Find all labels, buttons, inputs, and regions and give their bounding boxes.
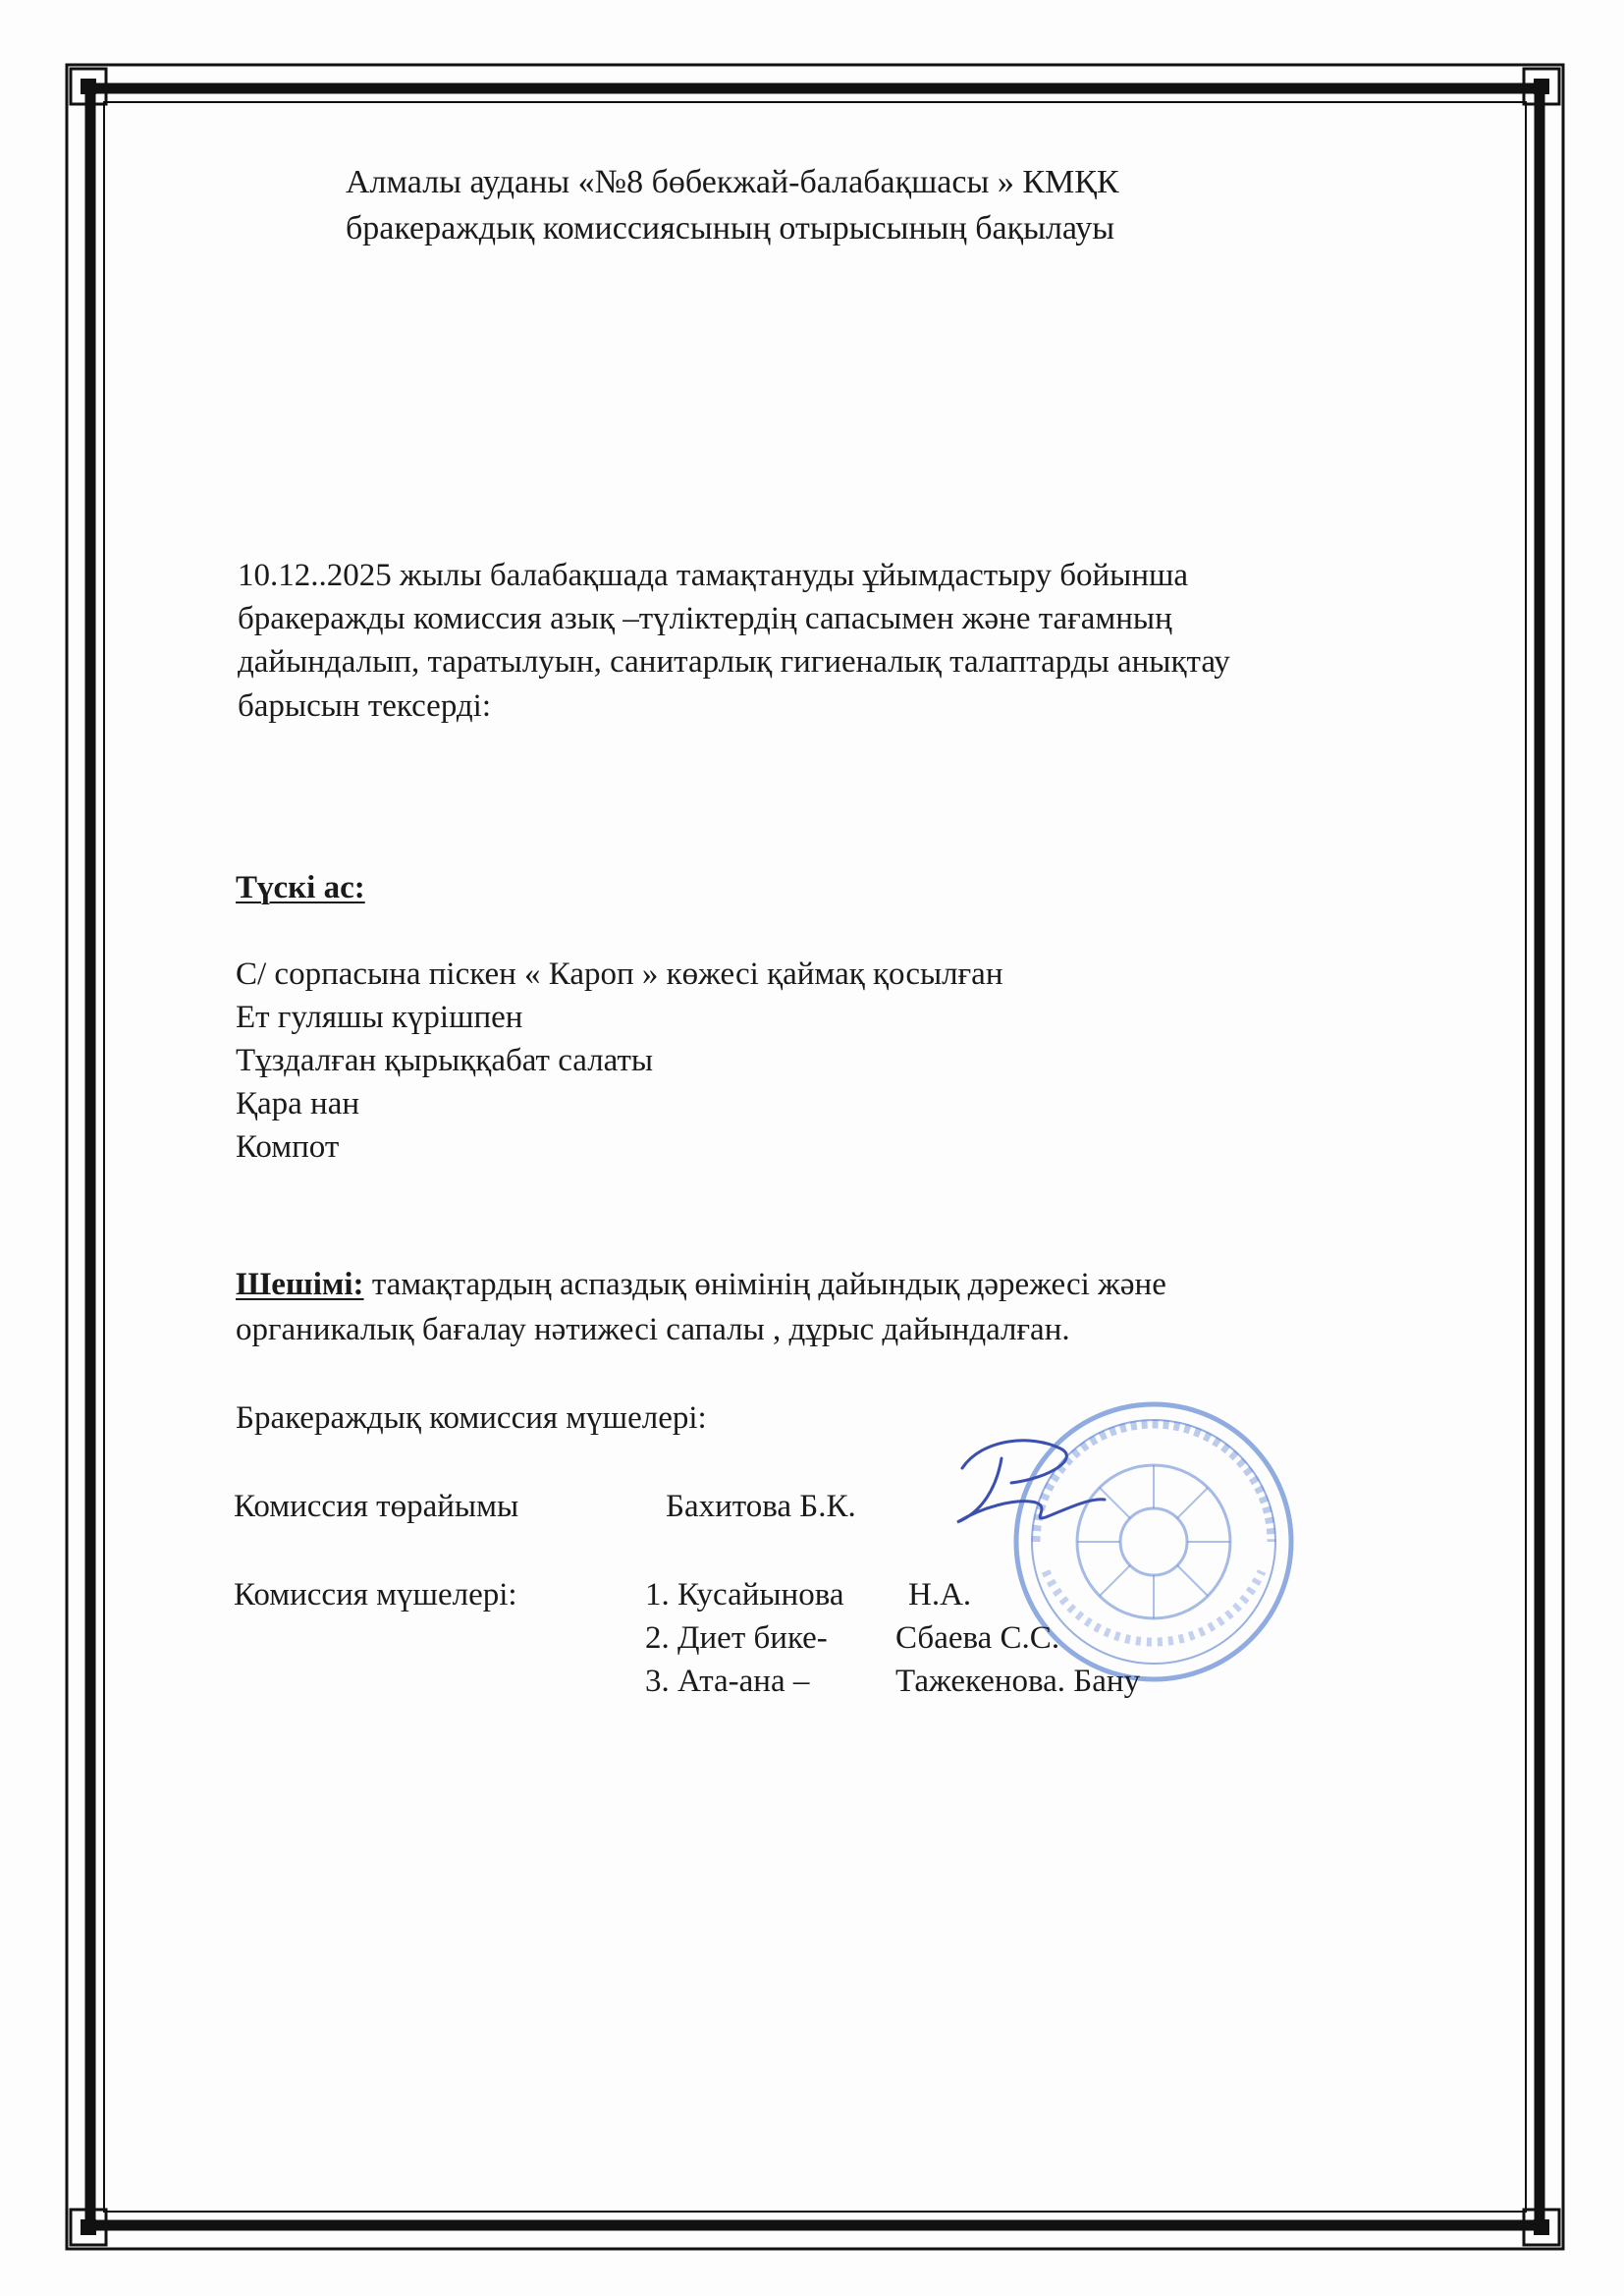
member-role: 3. Ата-ана – <box>645 1664 810 1699</box>
chair-label: Комиссия төрайымы <box>234 1489 519 1524</box>
menu-item: Қара нан <box>236 1086 360 1121</box>
menu-item: Ет гуляшы күрішпен <box>236 1000 523 1035</box>
members-label: Комиссия мүшелері: <box>234 1577 517 1613</box>
members-heading: Бракераждық комиссия мүшелері: <box>236 1400 707 1436</box>
header-line-1: Алмалы ауданы «№8 бөбекжай-балабақшасы » КМҚК <box>346 164 1119 200</box>
member-role: 1. Кусайынова <box>645 1577 844 1613</box>
menu-item: С/ сорпасына піскен « Кароп » көжесі қаймақ қосылған <box>236 957 1003 992</box>
signature <box>943 1429 1119 1537</box>
chair-name: Бахитова Б.К. <box>666 1489 856 1524</box>
member-name: Н.А. <box>908 1577 972 1613</box>
decision-text: тамақтардың аспаздық өнімінің дайындық дәрежесі және <box>363 1267 1166 1302</box>
intro-line-1: 10.12..2025 жылы балабақшада тамақтануды ұйымдастыру бойынша <box>238 558 1189 593</box>
menu-item: Тұздалған қырыққабат салаты <box>236 1043 654 1078</box>
decision-label: Шешімі: <box>236 1267 364 1302</box>
decision-line-2: органикалық бағалау нәтижесі сапалы , дұрыс дайындалған. <box>236 1312 1070 1347</box>
intro-line-3: дайындалып, таратылуын, санитарлық гигиеналық талаптарды анықтау <box>238 644 1230 680</box>
member-name: Тажекенова. Бану <box>895 1664 1141 1699</box>
intro-line-4: барысын тексерді: <box>238 688 492 724</box>
decision-line-1 <box>236 1263 1166 1306</box>
menu-item: Компот <box>236 1129 340 1165</box>
header-line-2: бракераждық комиссиясының отырысының бақылауы <box>346 210 1115 246</box>
member-name: Сбаева С.С. <box>895 1620 1060 1656</box>
member-role: 2. Диет бике- <box>645 1620 828 1656</box>
intro-line-2: бракеражды комиссия азық –түліктердің сапасымен және тағамның <box>238 601 1172 636</box>
lunch-heading: Түскі ас: <box>236 870 365 905</box>
